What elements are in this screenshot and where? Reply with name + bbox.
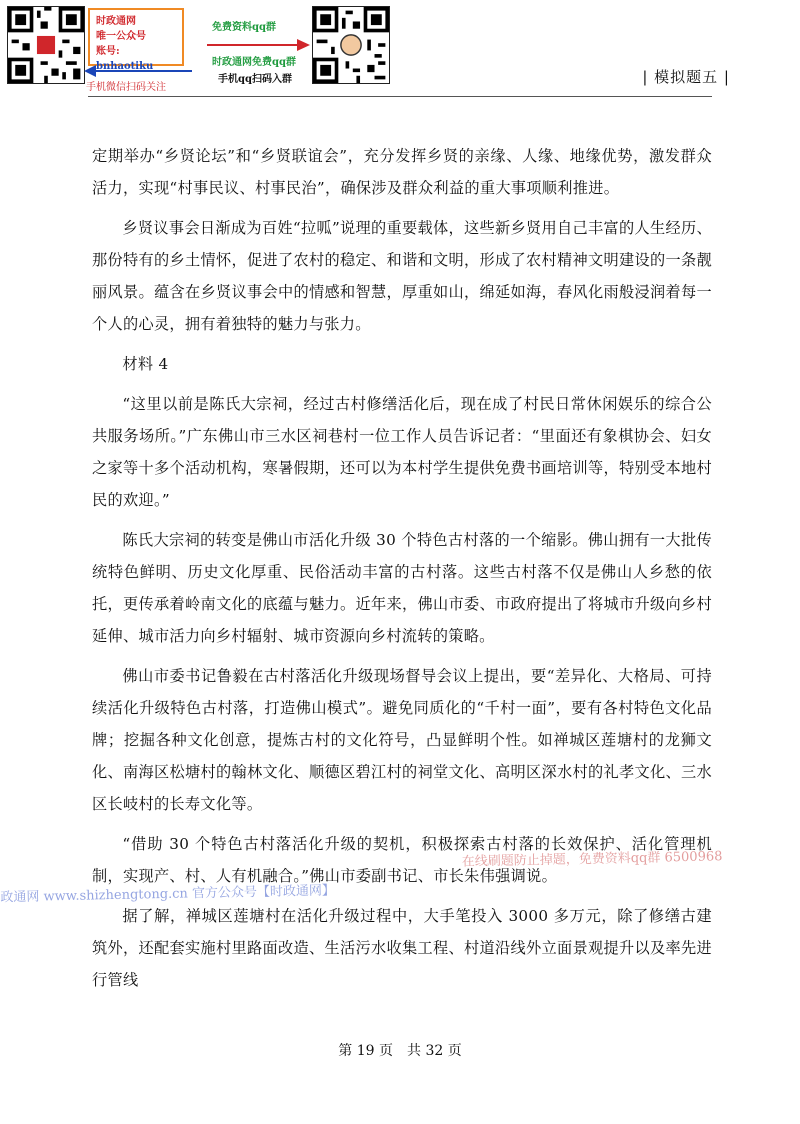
exam-section-tag: | 模拟题五 | (642, 68, 730, 86)
wechat-qr-code (7, 6, 85, 84)
account-id: bnhaotiku (96, 61, 154, 72)
info-box-line: 时政通网 (96, 16, 136, 27)
paragraph: 乡贤议事会日渐成为百姓“拉呱”说理的重要载体，这些新乡贤用自己丰富的人生经历、那份特有的乡土情怀，促进了农村的稳定、和谐和文明，形成了农村精神文明建设的一条靓丽风景。蕴含在乡贤议事会中的情感和智慧，厚重如山，绵延如海，春风化雨般浸润着每一个人的心灵，拥有着独特的魅力与张力。 (92, 219, 712, 333)
right-arrow-icon (205, 36, 310, 54)
qq-group-qr-code (312, 6, 390, 84)
material-heading: 材料 4 (122, 355, 169, 373)
paragraph: 据了解，禅城区莲塘村在活化升级过程中，大手笔投入 3000 多万元，除了修缮古建筑外，还配套实施村里路面改造、生活污水收集工程、村道沿线外立面景观提升以及率先进行管线 (92, 907, 712, 989)
qq-group-sublabel: 时政通网免费qq群 (212, 57, 296, 68)
qq-group-label: 免费资料qq群 (212, 22, 276, 33)
paragraph: 定期举办“乡贤论坛”和“乡贤联谊会”，充分发挥乡贤的亲缘、人缘、地缘优势，激发群众活力，实现“村事民议、村事民治”，确保涉及群众利益的重大事项顺利推进。 (92, 147, 712, 197)
qr-code-icon (8, 7, 84, 83)
info-box-line: 唯一公众号 (96, 31, 146, 42)
wechat-scan-caption: 手机微信扫码关注 (86, 82, 166, 93)
account-label: 账号: (96, 46, 120, 57)
qr-code-icon (313, 7, 389, 83)
paragraph: “借助 30 个特色古村落活化升级的契机，积极探索古村落的长效保护、活化管理机制，实现产、村、人有机融合。”佛山市委副书记、市长朱伟强调说。 (92, 835, 712, 885)
paragraph: “这里以前是陈氏大宗祠，经过古村修缮活化后，现在成了村民日常休闲娱乐的综合公共服务场所。”广东佛山市三水区祠巷村一位工作人员告诉记者：“里面还有象棋协会、妇女之家等十多个活动机构，寒暑假期，还可以为本村学生提供免费书画培训等，特别受本地村民的欢迎。” (92, 395, 712, 509)
page-number: 第 19 页 共 32 页 (338, 1043, 462, 1059)
watermark-right: 在线刷题防止掉题，免费资料qq群 6500968 (461, 849, 723, 870)
document-body (92, 140, 712, 1004)
paragraph: 陈氏大宗祠的转变是佛山市活化升级 30 个特色古村落的一个缩影。佛山拥有一大批传统特色鲜明、历史文化厚重、民俗活动丰富的古村落。这些古村落不仅是佛山人乡愁的依托，更传承着岭南文化的底蕴与魅力。近年来，佛山市委、市政府提出了将城市升级向乡村延伸、城市活力向乡村辐射、城市资源向乡村流转的策略。 (92, 531, 712, 645)
qq-scan-caption: 手机qq扫码入群 (218, 74, 292, 85)
paragraph: 佛山市委书记鲁毅在古村落活化升级现场督导会议上提出，要“差异化、大格局、可持续活化升级特色古村落，打造佛山模式”。避免同质化的“千村一面”，要有各村特色文化品牌；挖掘各种文化创意，提炼古村的文化符号，凸显鲜明个性。如禅城区莲塘村的龙狮文化、南海区松塘村的翰林文化、顺德区碧江村的祠堂文化、高明区深水村的礼孝文化、三水区长岐村的长寿文化等。 (92, 667, 712, 813)
watermark-left: 政通网 www.shizhengtong.cn 官方公众号【时政通网】 (0, 883, 336, 906)
header-divider (88, 96, 712, 97)
wechat-account-box (88, 8, 184, 72)
